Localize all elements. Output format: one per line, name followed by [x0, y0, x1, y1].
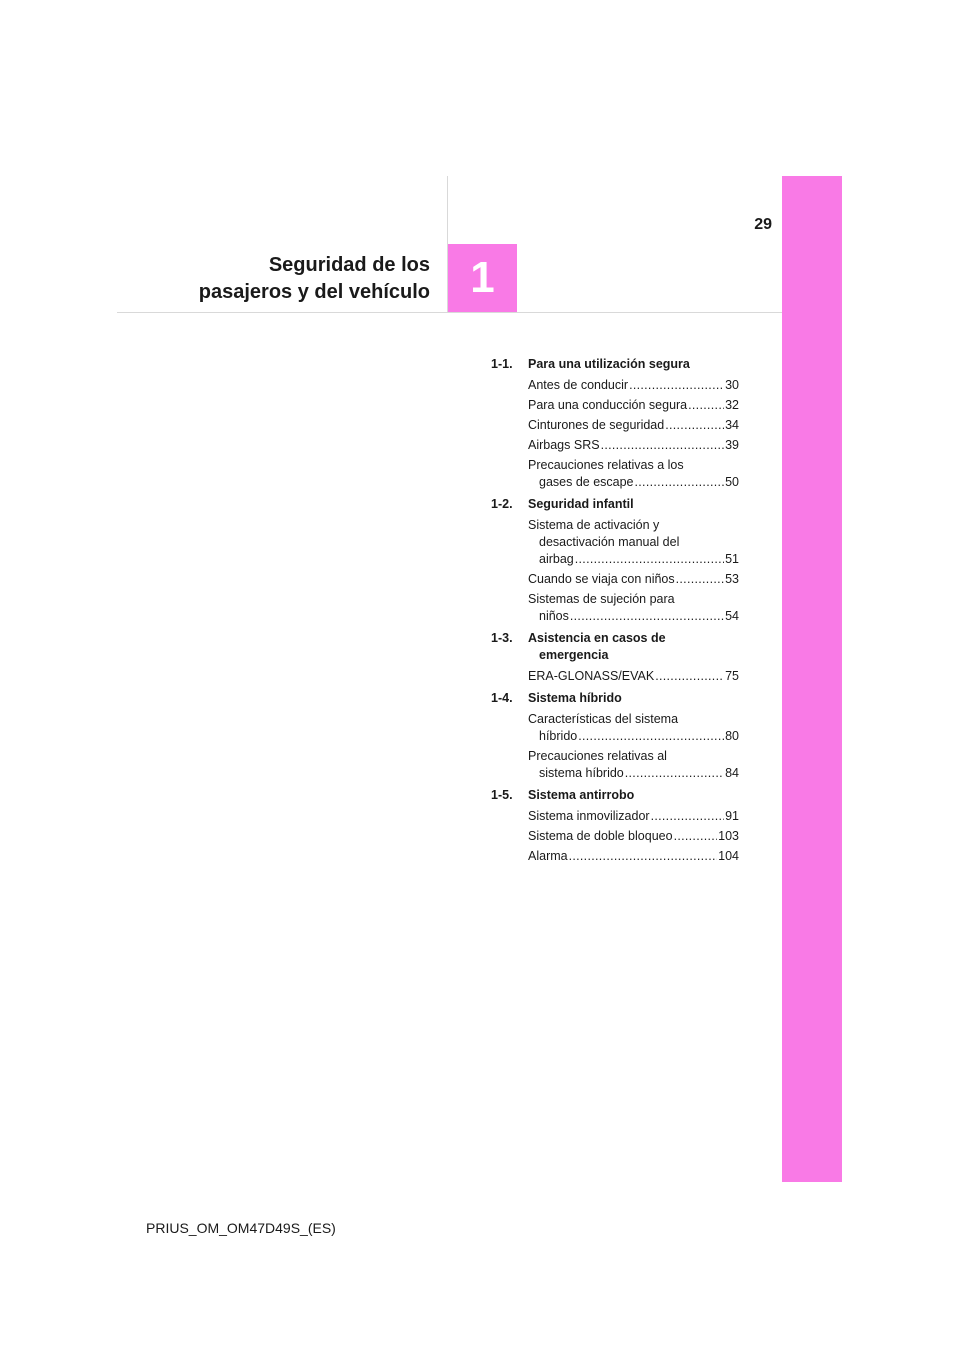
toc-section-title [528, 690, 739, 707]
toc-entry-last-line [528, 728, 739, 745]
toc-section-number: 1-4. [491, 691, 513, 705]
toc-entry-line: Airbags SRS [528, 437, 600, 452]
toc-entry-line: Precauciones relativas a los [528, 457, 684, 472]
toc-entry-line: Antes de conducir [528, 377, 629, 392]
toc-section-title-line: Asistencia en casos de [528, 631, 666, 645]
chapter-title-line: pasajeros y del vehículo [198, 281, 430, 303]
toc-entry[interactable] [528, 569, 739, 589]
toc-entry-page: 104 [718, 848, 739, 863]
toc-entry-last-line [528, 608, 739, 625]
toc-section-title-line: Sistema híbrido [528, 691, 622, 705]
toc-entry-line: Sistema de doble bloqueo [528, 828, 673, 843]
toc-entry-last-line [528, 668, 739, 685]
toc-entry-page: 34 [725, 417, 739, 432]
toc-entry[interactable] [528, 589, 739, 626]
toc-section-title-line: emergencia [539, 648, 609, 662]
toc-section-heading[interactable] [491, 628, 739, 666]
toc-leader-dots [625, 765, 724, 782]
toc-section-title-line: Para una utilización segura [528, 357, 690, 371]
toc-entry-last-line [528, 417, 739, 434]
toc-entry-last-line [528, 474, 739, 491]
toc-entry-line: Características del sistema [528, 711, 679, 726]
toc-section-heading[interactable] [491, 785, 739, 806]
toc-section-heading[interactable] [491, 354, 739, 375]
page-number: 29 [754, 216, 772, 233]
toc-entry-line: Sistema de activación y [528, 517, 660, 532]
toc-section-number: 1-1. [491, 357, 513, 371]
toc-entry[interactable] [528, 375, 739, 395]
toc-section-title [528, 356, 739, 373]
toc-leader-dots [570, 608, 724, 625]
toc-entry-line: Precauciones relativas al [528, 748, 667, 763]
chapter-title [199, 252, 430, 306]
toc-entry-page: 75 [725, 668, 739, 683]
toc-leader-dots [575, 551, 724, 568]
toc-entry-page: 91 [725, 808, 739, 823]
toc-section [491, 628, 739, 686]
toc-entry-page: 54 [725, 608, 739, 623]
toc-entry-line: gases de escape [539, 474, 634, 489]
toc-section-title [528, 496, 739, 513]
chapter-tab-bar [782, 176, 842, 1182]
toc-leader-dots [569, 848, 718, 865]
toc-section-number: 1-3. [491, 631, 513, 645]
chapter-title-line: Seguridad de los [268, 254, 430, 276]
toc-entry[interactable] [528, 515, 739, 569]
toc-entry-page: 32 [725, 397, 739, 412]
chapter-number-box [448, 244, 517, 312]
toc-leader-dots [635, 474, 725, 491]
toc-entry-line: ERA-GLONASS/EVAK [528, 668, 655, 683]
toc-entry-last-line [528, 808, 739, 825]
toc-entry-line: Para una conducción segura [528, 397, 688, 412]
toc-entry-last-line [528, 571, 739, 588]
toc-entry[interactable] [528, 435, 739, 455]
toc-entry[interactable] [528, 455, 739, 492]
toc-leader-dots [578, 728, 724, 745]
toc-section-title [528, 787, 739, 804]
toc-entry-page: 84 [725, 765, 739, 780]
toc-entry-page: 103 [718, 828, 739, 843]
toc-section [491, 494, 739, 626]
toc-entry[interactable] [528, 846, 739, 866]
toc-entry[interactable] [528, 666, 739, 686]
toc-entry-page: 50 [725, 474, 739, 489]
toc-leader-dots [629, 377, 724, 394]
toc-entry[interactable] [528, 415, 739, 435]
toc-entry-last-line [528, 551, 739, 568]
toc-leader-dots [655, 668, 724, 685]
toc-entry-last-line [528, 437, 739, 454]
toc-entry-page: 53 [725, 571, 739, 586]
toc-entry-line: Sistemas de sujeción para [528, 591, 675, 606]
toc-leader-dots [688, 397, 724, 414]
toc-leader-dots [676, 571, 724, 588]
toc-entry-last-line [528, 377, 739, 394]
toc-entry-line: Alarma [528, 848, 568, 863]
toc-entry[interactable] [528, 746, 739, 783]
table-of-contents [491, 354, 739, 868]
toc-entry-last-line [528, 397, 739, 414]
toc-entry[interactable] [528, 806, 739, 826]
toc-section-title [528, 630, 739, 664]
toc-entry-page: 39 [725, 437, 739, 452]
toc-entry-line: híbrido [539, 728, 578, 743]
header-divider-horizontal [117, 312, 782, 313]
toc-entry-line: Cuando se viaja con niños [528, 571, 675, 586]
toc-entry[interactable] [528, 826, 739, 846]
toc-section [491, 688, 739, 783]
toc-entry-line: Sistema inmovilizador [528, 808, 650, 823]
toc-leader-dots [674, 828, 718, 845]
toc-section-number: 1-5. [491, 788, 513, 802]
toc-section [491, 354, 739, 492]
toc-entry-page: 30 [725, 377, 739, 392]
document-code: PRIUS_OM_OM47D49S_(ES) [146, 1220, 336, 1236]
toc-entry-last-line [528, 828, 739, 845]
toc-section-heading[interactable] [491, 688, 739, 709]
toc-leader-dots [601, 437, 725, 454]
toc-section-number: 1-2. [491, 497, 513, 511]
toc-entry-line: sistema híbrido [539, 765, 624, 780]
toc-entry-last-line [528, 848, 739, 865]
toc-entry-line: Cinturones de seguridad [528, 417, 665, 432]
toc-section-title-line: Sistema antirrobo [528, 788, 635, 802]
toc-entry-line: airbag [539, 551, 574, 566]
chapter-number: 1 [470, 253, 495, 302]
toc-entry-page: 80 [725, 728, 739, 743]
toc-entry[interactable] [528, 395, 739, 415]
toc-entry-line: niños [539, 608, 569, 623]
toc-entry[interactable] [528, 709, 739, 746]
toc-section [491, 785, 739, 866]
toc-leader-dots [651, 808, 725, 825]
toc-section-heading[interactable] [491, 494, 739, 515]
toc-entry-line: desactivación manual del [539, 534, 680, 549]
toc-entry-last-line [528, 765, 739, 782]
toc-section-title-line: Seguridad infantil [528, 497, 634, 511]
toc-leader-dots [665, 417, 724, 434]
toc-entry-page: 51 [725, 551, 739, 566]
